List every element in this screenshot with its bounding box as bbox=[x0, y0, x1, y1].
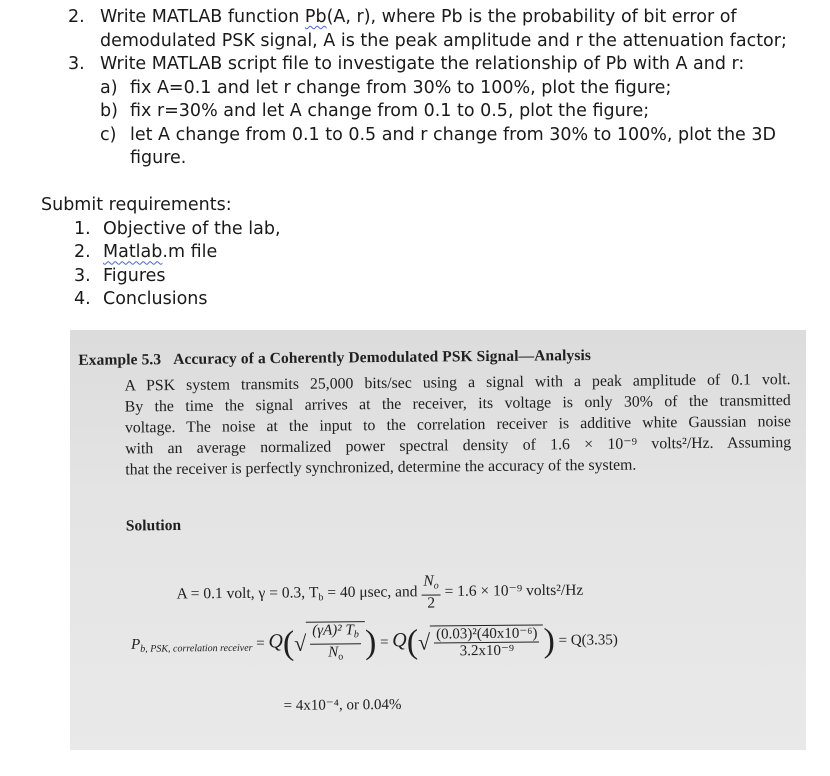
sub-text: fix r=30% and let A change from 0.1 to 0.5, plot the figure; bbox=[130, 101, 650, 121]
example-title bbox=[78, 347, 591, 370]
cropped-previous-line bbox=[0, 0, 830, 1]
sub-letter: b) bbox=[100, 101, 118, 121]
sub-text: let A change from 0.1 to 0.5 and r change from 30% to 100%, plot the 3D bbox=[130, 124, 776, 145]
equation-bit-error: $P_{b, PSK, correlation receiver} = Q(√$ $\frac{(\gamma A)^2 T_b}{N_o}$ ) = Q(√ $\frac{\text{(0.03)²(40x10⁻⁶)}}{\text{3.2x10⁻⁹}}$ ) = Q(3.35) bbox=[131, 619, 618, 668]
requirement-number: 2. bbox=[74, 242, 91, 263]
sub-question-list bbox=[100, 77, 818, 171]
body-line: that the receiver is perfectly synchronized, determine the accuracy of the system. bbox=[125, 456, 637, 479]
sub-text: figure. bbox=[130, 148, 187, 168]
spellcheck-word[interactable]: Matlab bbox=[103, 242, 163, 263]
requirement-text: .m file bbox=[162, 242, 218, 263]
textbook-photo bbox=[70, 330, 806, 750]
requirements-list bbox=[74, 218, 281, 311]
requirement-text: Objective of the lab, bbox=[103, 219, 281, 239]
question-text: Write MATLAB function bbox=[100, 7, 305, 27]
requirement-number: 3. bbox=[74, 265, 91, 286]
requirement-item bbox=[74, 265, 281, 288]
fraction: $\frac{(\gamma A)^2 T_b}{N_o}$ bbox=[310, 622, 361, 665]
sub-question bbox=[100, 100, 818, 124]
requirement-item bbox=[74, 218, 281, 241]
example-heading: Accuracy of a Coherently Demodulated PSK Signal—Analysis bbox=[173, 347, 592, 369]
question-item bbox=[68, 6, 818, 53]
body-line: with an average normalized power spectral density of 1.6 × 10⁻⁹ volts²/Hz. Assuming bbox=[125, 434, 792, 458]
example-body bbox=[124, 369, 791, 480]
requirement-item bbox=[74, 288, 281, 311]
equation-result: = 4x10⁻⁴, or 0.04% bbox=[283, 696, 402, 714]
body-line: By the time the signal arrives at the receiver, its voltage is only 30% of the transmitted bbox=[124, 392, 791, 416]
body-line: voltage. The noise at the input to the correlation receiver is additive white Gaussian noise bbox=[124, 413, 791, 437]
fraction: $\frac{N_o}{2}$ bbox=[421, 573, 441, 611]
equation-given-values: A = 0.1 volt, γ = 0.3, $T_b = 40$ μsec, and $\frac{N_o}{2}$ = 1.6 × 10⁻⁹ volts²/Hz bbox=[176, 572, 584, 612]
question-text: demodulated PSK signal, A is the peak amplitude and r the attenuation factor; bbox=[100, 30, 787, 51]
example-label: Example 5.3 bbox=[78, 351, 162, 369]
sub-letter: c) bbox=[100, 124, 117, 145]
fraction: $\frac{\text{(0.03)²(40x10⁻⁶)}}{\text{3.2x10⁻⁹}}$ bbox=[434, 626, 540, 660]
question-number: 3. bbox=[68, 54, 85, 74]
requirement-number: 1. bbox=[74, 219, 91, 239]
question-item bbox=[68, 53, 818, 171]
solution-heading: Solution bbox=[125, 516, 182, 535]
spellcheck-word[interactable]: Pb bbox=[304, 7, 327, 27]
requirement-item bbox=[74, 241, 281, 264]
body-line: A PSK system transmits 25,000 bits/sec using a signal with a peak amplitude of 0.1 volt. bbox=[124, 371, 791, 395]
submit-requirements-title: Submit requirements: bbox=[41, 195, 232, 215]
requirement-number: 4. bbox=[74, 288, 91, 309]
question-text: (A, r), where Pb is the probability of bit error of bbox=[326, 7, 737, 27]
sub-letter: a) bbox=[100, 77, 118, 98]
requirement-text: Figures bbox=[103, 265, 166, 286]
sub-question bbox=[100, 124, 818, 171]
sub-question bbox=[100, 77, 818, 101]
question-text: Write MATLAB script file to investigate the relationship of Pb with A and r: bbox=[100, 54, 745, 74]
sub-text: fix A=0.1 and let r change from 30% to 100%, plot the figure; bbox=[130, 77, 672, 98]
requirement-text: Conclusions bbox=[103, 288, 208, 309]
question-number: 2. bbox=[68, 7, 85, 27]
question-list bbox=[68, 6, 818, 171]
